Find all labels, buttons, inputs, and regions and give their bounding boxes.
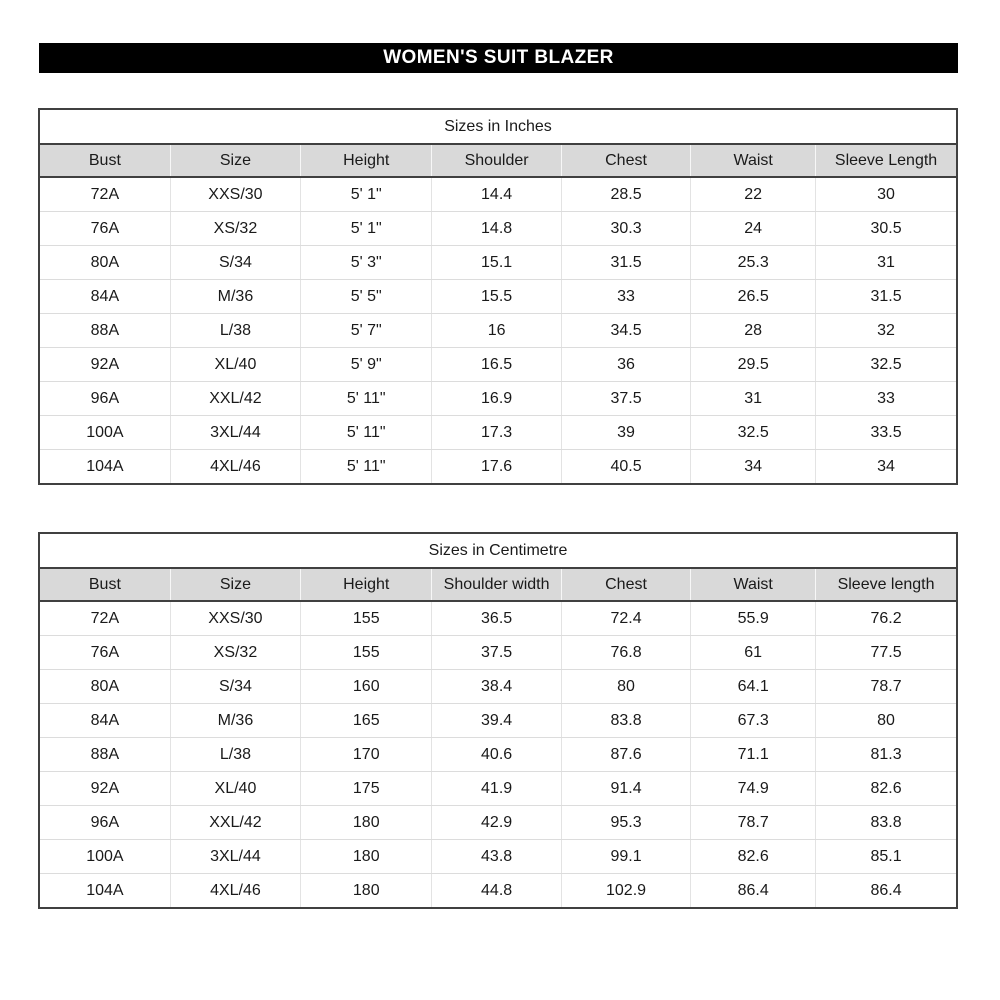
table-cell: 16.5 — [432, 348, 561, 382]
table-row — [39, 348, 957, 382]
table-cell: 41.9 — [432, 772, 561, 806]
table-cell: 104A — [39, 874, 170, 909]
table-cell: 24 — [691, 212, 816, 246]
table-cell: 96A — [39, 806, 170, 840]
table-cell: 180 — [301, 840, 432, 874]
table-cell: 26.5 — [691, 280, 816, 314]
table-cell: 5' 3" — [301, 246, 432, 280]
column-header: Chest — [561, 568, 690, 601]
table-cell: 180 — [301, 874, 432, 909]
table-row — [39, 636, 957, 670]
table-cell: 84A — [39, 704, 170, 738]
table-cell: 15.5 — [432, 280, 561, 314]
table-cell: 31 — [816, 246, 957, 280]
table-cell: S/34 — [170, 670, 300, 704]
table-cell: 25.3 — [691, 246, 816, 280]
table-cell: S/34 — [170, 246, 300, 280]
table-cell: 5' 9" — [301, 348, 432, 382]
table-cell: 3XL/44 — [170, 416, 300, 450]
table-cell: 100A — [39, 416, 170, 450]
table-title-row — [39, 109, 957, 144]
column-header: Size — [170, 144, 300, 177]
table-cell: M/36 — [170, 704, 300, 738]
table-cell: 67.3 — [691, 704, 816, 738]
table-row — [39, 840, 957, 874]
table-row — [39, 450, 957, 485]
table-title: Sizes in Centimetre — [39, 533, 957, 568]
table-cell: 82.6 — [691, 840, 816, 874]
table-cell: 31.5 — [816, 280, 957, 314]
table-cell: XS/32 — [170, 212, 300, 246]
table-row — [39, 806, 957, 840]
table-row — [39, 601, 957, 636]
table-cell: 39.4 — [432, 704, 561, 738]
table-cell: XXL/42 — [170, 382, 300, 416]
table-cell: 91.4 — [561, 772, 690, 806]
column-header: Sleeve length — [816, 568, 957, 601]
table-row — [39, 246, 957, 280]
table-row — [39, 382, 957, 416]
table-cell: 78.7 — [816, 670, 957, 704]
table-title: Sizes in Inches — [39, 109, 957, 144]
table-row — [39, 212, 957, 246]
table-row — [39, 704, 957, 738]
table-row — [39, 280, 957, 314]
table-cell: L/38 — [170, 738, 300, 772]
table-cell: 17.6 — [432, 450, 561, 485]
table-cell: 5' 11" — [301, 382, 432, 416]
table-cell: 14.4 — [432, 177, 561, 212]
table-cell: 5' 5" — [301, 280, 432, 314]
table-cell: 40.5 — [561, 450, 690, 485]
table-cell: 5' 1" — [301, 177, 432, 212]
table-cell: 28.5 — [561, 177, 690, 212]
table-cell: 82.6 — [816, 772, 957, 806]
table-cell: 71.1 — [691, 738, 816, 772]
table-cell: 43.8 — [432, 840, 561, 874]
table-cell: 92A — [39, 772, 170, 806]
table-cell: 92A — [39, 348, 170, 382]
table-cell: 85.1 — [816, 840, 957, 874]
table-cell: 84A — [39, 280, 170, 314]
table-cell: 29.5 — [691, 348, 816, 382]
table-cell: 28 — [691, 314, 816, 348]
table-cell: XXL/42 — [170, 806, 300, 840]
table-cell: 32 — [816, 314, 957, 348]
table-cell: M/36 — [170, 280, 300, 314]
table-cell: 155 — [301, 601, 432, 636]
table-cell: 80A — [39, 246, 170, 280]
table-cell: 14.8 — [432, 212, 561, 246]
table-cell: 160 — [301, 670, 432, 704]
table-cell: 88A — [39, 738, 170, 772]
table-cell: 61 — [691, 636, 816, 670]
table-cell: XXS/30 — [170, 601, 300, 636]
table-cell: 64.1 — [691, 670, 816, 704]
table-cell: 30.5 — [816, 212, 957, 246]
table-cell: 78.7 — [691, 806, 816, 840]
table-cell: 96A — [39, 382, 170, 416]
table-cell: 33.5 — [816, 416, 957, 450]
table-cell: 4XL/46 — [170, 450, 300, 485]
table-cell: 72A — [39, 601, 170, 636]
table-cell: 36 — [561, 348, 690, 382]
table-cell: 16.9 — [432, 382, 561, 416]
table-cell: 74.9 — [691, 772, 816, 806]
table-row — [39, 416, 957, 450]
table-cell: 39 — [561, 416, 690, 450]
table-cell: 32.5 — [816, 348, 957, 382]
table-cell: 76.8 — [561, 636, 690, 670]
table-cell: 72A — [39, 177, 170, 212]
table-cell: 80A — [39, 670, 170, 704]
column-header: Waist — [691, 144, 816, 177]
table-title-row — [39, 533, 957, 568]
table-cell: 34 — [691, 450, 816, 485]
table-cell: 83.8 — [816, 806, 957, 840]
page-title-bar — [39, 43, 958, 73]
table-cell: 30 — [816, 177, 957, 212]
table-cell: 4XL/46 — [170, 874, 300, 909]
table-cell: 16 — [432, 314, 561, 348]
table-cell: 81.3 — [816, 738, 957, 772]
table-cell: 86.4 — [816, 874, 957, 909]
table-cell: 83.8 — [561, 704, 690, 738]
column-header: Height — [301, 568, 432, 601]
table-cell: 22 — [691, 177, 816, 212]
column-header: Shoulder — [432, 144, 561, 177]
table-header-row — [39, 144, 957, 177]
table-cell: 80 — [561, 670, 690, 704]
column-header: Chest — [561, 144, 690, 177]
table-cell: 87.6 — [561, 738, 690, 772]
table-row — [39, 772, 957, 806]
table-cell: XL/40 — [170, 348, 300, 382]
table-cell: 38.4 — [432, 670, 561, 704]
table-cell: 86.4 — [691, 874, 816, 909]
page-title: WOMEN'S SUIT BLAZER — [383, 47, 614, 68]
table-row — [39, 177, 957, 212]
inches-size-table — [38, 108, 958, 485]
table-cell: L/38 — [170, 314, 300, 348]
column-header: Height — [301, 144, 432, 177]
table-cell: 100A — [39, 840, 170, 874]
table-cell: 17.3 — [432, 416, 561, 450]
table-row — [39, 874, 957, 909]
table-cell: 55.9 — [691, 601, 816, 636]
column-header: Sleeve Length — [816, 144, 957, 177]
table-cell: 155 — [301, 636, 432, 670]
table-cell: 99.1 — [561, 840, 690, 874]
table-row — [39, 738, 957, 772]
table-cell: 5' 11" — [301, 450, 432, 485]
table-cell: 72.4 — [561, 601, 690, 636]
table-cell: 40.6 — [432, 738, 561, 772]
column-header: Bust — [39, 568, 170, 601]
centimetre-size-table — [38, 532, 958, 909]
table-cell: 175 — [301, 772, 432, 806]
table-cell: 180 — [301, 806, 432, 840]
table-cell: 34.5 — [561, 314, 690, 348]
table-cell: 33 — [816, 382, 957, 416]
column-header: Shoulder width — [432, 568, 561, 601]
table-cell: 30.3 — [561, 212, 690, 246]
table-cell: 34 — [816, 450, 957, 485]
column-header: Size — [170, 568, 300, 601]
column-header: Bust — [39, 144, 170, 177]
table-header-row — [39, 568, 957, 601]
table-cell: 42.9 — [432, 806, 561, 840]
table-row — [39, 670, 957, 704]
table-cell: XXS/30 — [170, 177, 300, 212]
table-cell: 95.3 — [561, 806, 690, 840]
table-cell: 76A — [39, 212, 170, 246]
table-cell: 5' 1" — [301, 212, 432, 246]
table-cell: XS/32 — [170, 636, 300, 670]
table-row — [39, 314, 957, 348]
table-cell: 76A — [39, 636, 170, 670]
table-cell: 15.1 — [432, 246, 561, 280]
table-cell: 5' 7" — [301, 314, 432, 348]
table-cell: 104A — [39, 450, 170, 485]
table-cell: 33 — [561, 280, 690, 314]
table-cell: 5' 11" — [301, 416, 432, 450]
table-cell: 165 — [301, 704, 432, 738]
table-cell: 32.5 — [691, 416, 816, 450]
table-cell: 76.2 — [816, 601, 957, 636]
table-cell: 88A — [39, 314, 170, 348]
table-cell: 37.5 — [561, 382, 690, 416]
table-cell: 3XL/44 — [170, 840, 300, 874]
table-cell: 31 — [691, 382, 816, 416]
table-cell: 44.8 — [432, 874, 561, 909]
table-cell: 31.5 — [561, 246, 690, 280]
table-cell: 80 — [816, 704, 957, 738]
table-cell: 102.9 — [561, 874, 690, 909]
column-header: Waist — [691, 568, 816, 601]
table-cell: 170 — [301, 738, 432, 772]
table-cell: 37.5 — [432, 636, 561, 670]
table-cell: XL/40 — [170, 772, 300, 806]
table-cell: 77.5 — [816, 636, 957, 670]
table-cell: 36.5 — [432, 601, 561, 636]
